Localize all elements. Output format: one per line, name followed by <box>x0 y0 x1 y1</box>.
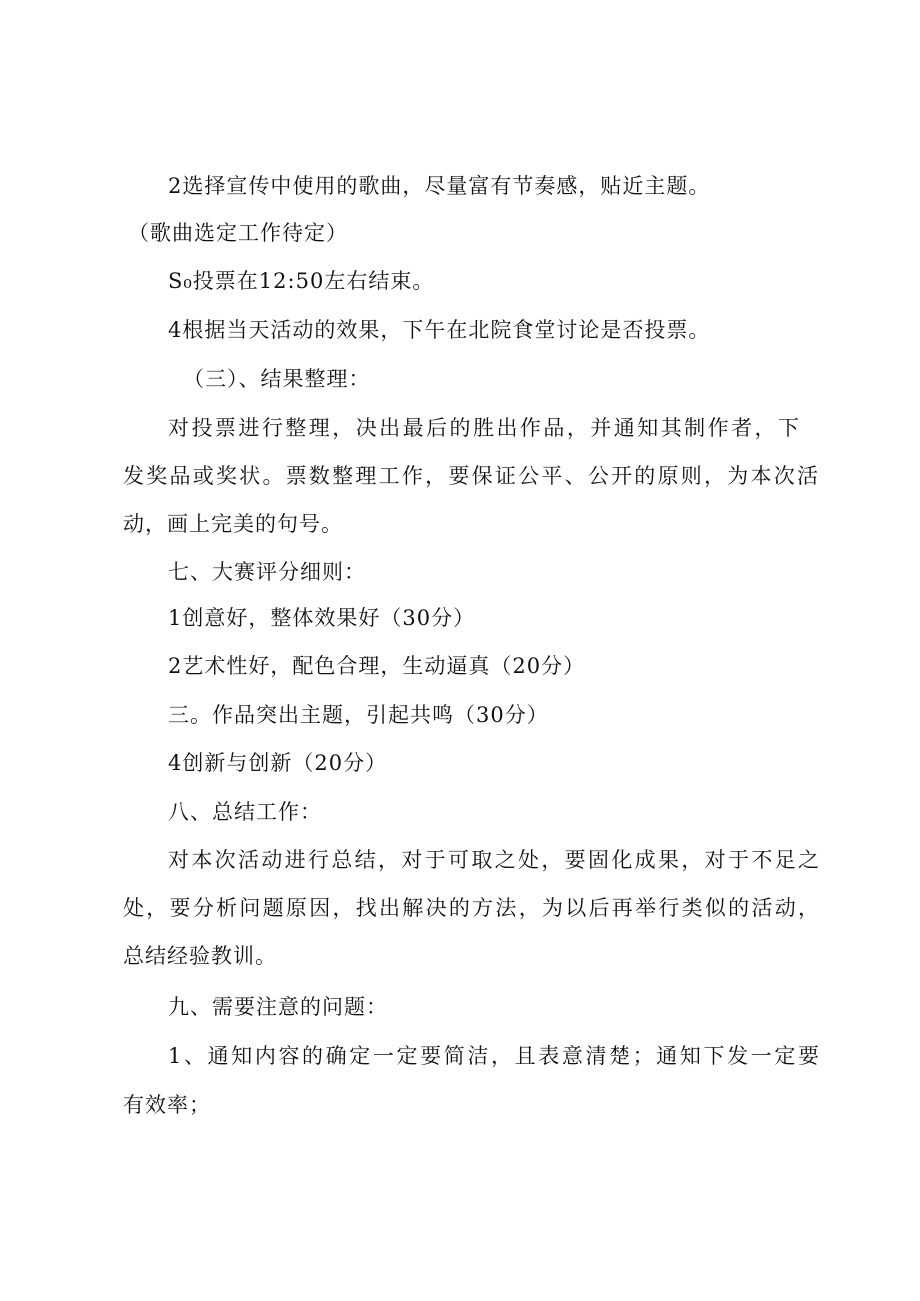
paragraph-song-selection: 2选择宣传中使用的歌曲，尽量富有节奏感，贴近主题。 <box>168 174 711 198</box>
section-heading-notes: 九、需要注意的问题： <box>168 995 388 1019</box>
scoring-item-1: 1创意好，整体效果好（30分） <box>168 606 476 630</box>
paragraph-summary-line-1: 对本次活动进行总结，对于可取之处，要固化成果，对于不足之 <box>168 848 820 872</box>
paragraph-summary-line-2: 处，要分析问题原因，找出解决的方法，为以后再举行类似的活动， <box>123 896 820 920</box>
paragraph-vote-end: S₀投票在12:50左右结束。 <box>168 269 435 293</box>
paragraph-song-pending: （歌曲选定工作待定） <box>128 221 348 245</box>
paragraph-summary-line-3: 总结经验教训。 <box>123 944 277 968</box>
paragraph-notes-line-2: 有效率； <box>123 1093 211 1117</box>
paragraph-notes-line-1: 1、通知内容的确定一定要简洁，且表意清楚；通知下发一定要 <box>168 1044 820 1068</box>
paragraph-afternoon-discussion: 4根据当天活动的效果，下午在北院食堂讨论是否投票。 <box>168 318 711 342</box>
paragraph-result-line-3: 动，画上完美的句号。 <box>123 512 343 536</box>
section-heading-summary: 八、总结工作： <box>168 800 322 824</box>
section-heading-scoring: 七、大赛评分细则： <box>168 560 366 584</box>
scoring-item-3: 三。作品突出主题，引起共鸣（30分） <box>168 703 549 727</box>
scoring-item-4: 4创新与创新（20分） <box>168 751 388 775</box>
paragraph-result-line-1: 对投票进行整理，决出最后的胜出作品，并通知其制作者，下 <box>168 416 800 440</box>
paragraph-result-line-2: 发奖品或奖状。票数整理工作，要保证公平、公开的原则，为本次活 <box>123 464 819 488</box>
scoring-item-2: 2艺术性好，配色合理，生动逼真（20分） <box>168 654 586 678</box>
section-heading-result: （三）、结果整理： <box>183 367 371 391</box>
